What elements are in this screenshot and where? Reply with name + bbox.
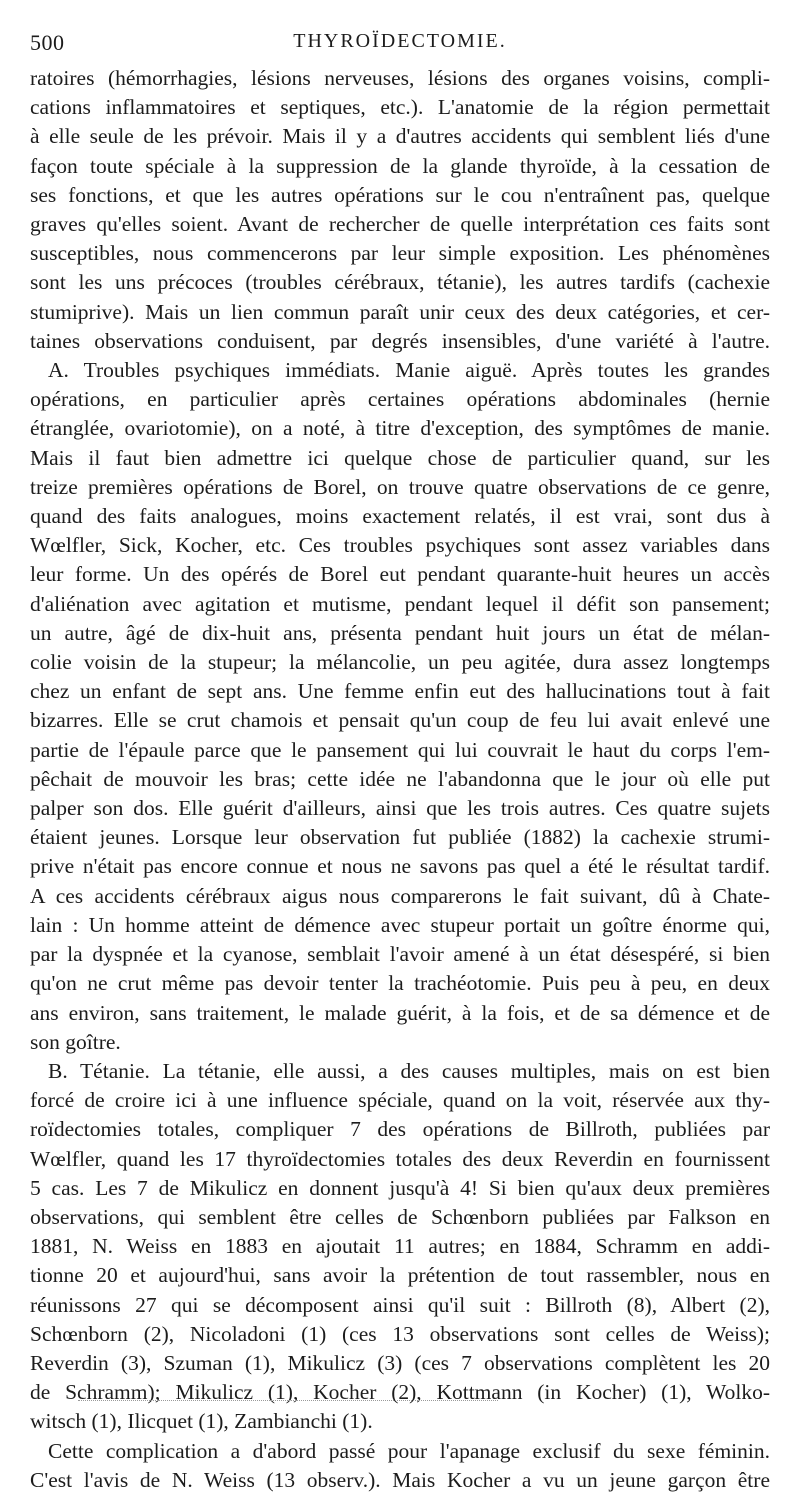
text-line: façon toute spéciale à la suppression de la glande thyroïde, à la cessation de: [30, 153, 770, 178]
section-a-heading-line: A. Troubles psychiques immédiats. Manie aiguë. Après toutes les grandes: [48, 358, 770, 383]
text-line: cations inflammatoires et septiques, etc.). L'anatomie de la région permettait: [30, 95, 770, 120]
text-line: taines observations conduisent, par degrés insensibles, d'une variété à l'autre.: [30, 328, 770, 353]
running-title: THYROÏDECTOMIE.: [293, 30, 507, 52]
text-line: A ces accidents cérébraux aigus nous comparerons le fait suivant, dû à Chate-: [30, 883, 770, 908]
text-line: colie voisin de la stupeur; la mélancolie, un peu agitée, dura assez longtemps: [30, 650, 770, 675]
text-line: Wœlfler, quand les 17 thyroïdectomies totales des deux Reverdin en fournissent: [30, 1146, 770, 1171]
text-line: d'aliénation avec agitation et mutisme, pendant lequel il défit son pansement;: [30, 591, 770, 616]
text-line: palper son dos. Elle guérit d'ailleurs, ainsi que les trois autres. Ces quatre sujets: [30, 796, 770, 821]
text-line: forcé de croire ici à une influence spéciale, quand on la voit, réservée aux thy-: [30, 1088, 770, 1113]
section-b-heading-line: B. Tétanie. La tétanie, elle aussi, a des causes multiples, mais on est bien: [48, 1058, 770, 1083]
text-line: prive n'était pas encore connue et nous ne savons pas quel a été le résultat tardif.: [30, 854, 770, 879]
footer-dotted-rule: [78, 1400, 498, 1401]
text-line: Schœnborn (2), Nicoladoni (1) (ces 13 observations sont celles de Weiss);: [30, 1321, 770, 1346]
text-line: son goître.: [30, 1029, 121, 1054]
text-line: par la dyspnée et la cyanose, semblait l'avoir amené à un état désespéré, si bien: [30, 942, 770, 967]
text-line: bizarres. Elle se crut chamois et pensait qu'un coup de feu lui avait enlevé une: [30, 708, 770, 733]
text-line: leur forme. Un des opérés de Borel eut pendant quarante-huit heures un accès: [30, 562, 770, 587]
text-line: à elle seule de les prévoir. Mais il y a d'autres accidents qui semblent liés d'une: [30, 124, 770, 149]
text-line: susceptibles, nous commencerons par leur simple exposition. Les phénomènes: [30, 241, 770, 266]
text-line: sont les uns précoces (troubles cérébraux, tétanie), les autres tardifs (cachexie: [30, 270, 770, 295]
text-line: partie de l'épaule parce que le pansement qui lui couvrait le haut du corps l'em-: [30, 737, 770, 762]
page-header: [30, 24, 770, 64]
page-number: 500: [30, 30, 65, 55]
text-line: réunissons 27 qui se décomposent ainsi qu'il suit : Billroth (8), Albert (2),: [30, 1292, 770, 1317]
text-line: étaient jeunes. Lorsque leur observation fut publiée (1882) la cachexie strumi-: [30, 825, 770, 850]
text-line: qu'on ne crut même pas devoir tenter la trachéotomie. Puis peu à peu, en deux: [30, 971, 770, 996]
text-line: witsch (1), Ilicquet (1), Zambianchi (1).: [30, 1409, 373, 1434]
book-page: [30, 24, 770, 1495]
text-line: ans environ, sans traitement, le malade guérit, à la fois, et de sa démence et de: [30, 1000, 770, 1025]
text-line: Reverdin (3), Szuman (1), Mikulicz (3) (ces 7 observations complètent les 20: [30, 1350, 770, 1375]
text-line: un autre, âgé de dix-huit ans, présenta pendant huit jours un état de mélan-: [30, 620, 770, 645]
text-line: Mais il faut bien admettre ici quelque chose de particulier quand, sur les: [30, 445, 770, 470]
text-line: graves qu'elles soient. Avant de rechercher de quelle interprétation ces faits sont: [30, 212, 770, 237]
text-line: 1881, N. Weiss en 1883 en ajoutait 11 autres; en 1884, Schramm en addi-: [30, 1234, 770, 1259]
text-line: ses fonctions, et que les autres opérations sur le cou n'entraînent pas, quelque: [30, 182, 770, 207]
text-line: quand des faits analogues, moins exactement relatés, il est vrai, sont dus à: [30, 504, 770, 529]
text-line: observations, qui semblent être celles de Schœnborn publiées par Falkson en: [30, 1204, 770, 1229]
text-line: treize premières opérations de Borel, on trouve quatre observations de ce genre,: [30, 474, 770, 499]
text-line: roïdectomies totales, compliquer 7 des opérations de Billroth, publiées par: [30, 1117, 770, 1142]
text-line: Wœlfler, Sick, Kocher, etc. Ces troubles psychiques sont assez variables dans: [30, 533, 770, 558]
text-line: pêchait de mouvoir les bras; cette idée ne l'abandonna que le jour où elle put: [30, 766, 770, 791]
text-line: stumiprive). Mais un lien commun paraît unir ceux des deux catégories, et cer-: [30, 299, 770, 324]
text-line: de Schramm); Mikulicz (1), Kocher (2), Kottmann (in Kocher) (1), Wolko-: [30, 1380, 770, 1405]
text-line: chez un enfant de sept ans. Une femme enfin eut des hallucinations tout à fait: [30, 679, 770, 704]
text-line: lain : Un homme atteint de démence avec stupeur portait un goître énorme qui,: [30, 912, 770, 937]
text-line: opérations, en particulier après certaines opérations abdominales (hernie: [30, 387, 770, 412]
text-line: 5 cas. Les 7 de Mikulicz en donnent jusqu'à 4! Si bien qu'aux deux premières: [30, 1175, 770, 1200]
text-line: étranglée, ovariotomie), on a noté, à titre d'exception, des symptômes de manie.: [30, 416, 770, 441]
text-line: tionne 20 et aujourd'hui, sans avoir la prétention de tout rassembler, nous en: [30, 1263, 770, 1288]
text-line: ratoires (hémorrhagies, lésions nerveuses, lésions des organes voisins, compli-: [30, 66, 770, 90]
body-text: [30, 64, 770, 1495]
text-line: Cette complication a d'abord passé pour l'apanage exclusif du sexe féminin.: [48, 1438, 770, 1463]
text-line: C'est l'avis de N. Weiss (13 observ.). Mais Kocher a vu un jeune garçon être: [30, 1467, 770, 1492]
